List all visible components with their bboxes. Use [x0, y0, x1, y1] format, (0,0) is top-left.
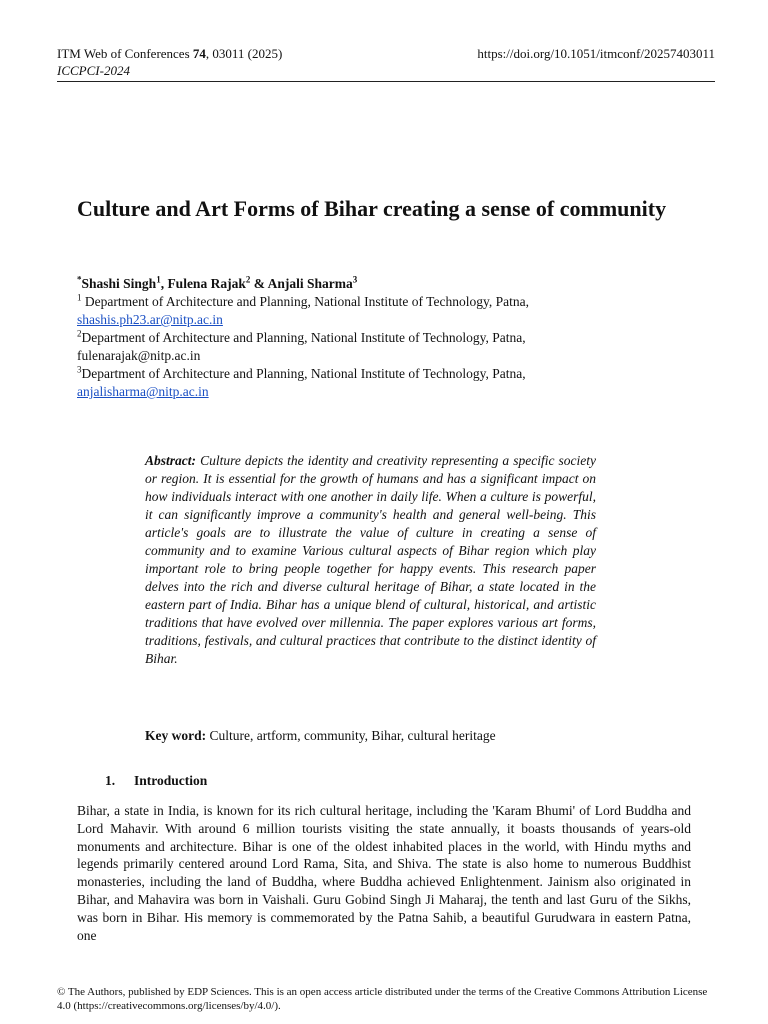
journal-citation: ITM Web of Conferences 74, 03011 (2025) — [57, 46, 283, 61]
keywords-text: Culture, artform, community, Bihar, cultural heritage — [206, 728, 496, 743]
section-number: 1. — [105, 773, 116, 788]
affiliation-2: $^2$Department of Architecture and Planning, National Institute of Technology, Patna, — [77, 328, 526, 345]
author-list: *Shashi Singh$^1$, Fulena Rajak$^2$ & Anjali Sharma$^3$ — [77, 274, 358, 291]
email-text: fulenarajak@nitp.ac.in — [77, 348, 201, 363]
keywords-label: Key word: — [145, 728, 207, 743]
header-divider — [57, 81, 715, 82]
body-paragraph: Bihar, a state in India, is known for its rich cultural heritage, including the 'Karam Bhumi' of Lord Buddha and Lord Mahavir. With around 6 million tourists visiting the state annually, it boasts thousands of years-old monuments and architecture. Bihar is one of the oldest inhabited places in the world, with Hindu myths and legends primarily centered around Lord Rama, Sita, and Shiva. The state is also home to numerous Buddhist monasteries, including the land of Buddha, where Buddha achieved Enlightenment. Jainism also originated in Bihar, and Mahavira was born in Vaishali. Guru Gobind Singh Ji Maharaj, the tenth and last Guru of the Sikhs, was born in Bihar. His memory is commemorated by the Patna Sahib, a beautiful Gurudwara in eastern Patna, one — [77, 803, 691, 943]
conference-name: ICCPCI-2024 — [57, 63, 130, 78]
abstract — [145, 452, 596, 668]
author-block — [77, 275, 717, 401]
doi-link[interactable]: https://doi.org/10.1051/itmconf/20257403011 — [477, 46, 715, 61]
running-header — [57, 45, 715, 79]
affiliation-3: $^3$Department of Architecture and Planning, National Institute of Technology, Patna, — [77, 364, 526, 381]
email-link[interactable]: anjalisharma@nitp.ac.in — [77, 384, 209, 399]
volume-number: 74 — [192, 46, 206, 61]
abstract-text: Culture depicts the identity and creativity representing a specific society or region. It is essential for the growth of humans and has a significant impact on how individuals interact with one another in daily life. When a culture is powerful, it can significantly improve a community's health and general well-being. This article's goals are to illustrate the value of culture in creating a sense of community and to examine Various cultural aspects of Bihar region which play important role to bring people together for happy events. This research paper delves into the rich and diverse cultural heritage of Bihar, a state located in the eastern part of India. Bihar has a unique blend of cultural, historical, and artistic traditions that have evolved over millennia. The paper explores various art forms, traditions, festivals, and cultural practices that contribute to the distinct identity of Bihar. — [145, 453, 596, 666]
email-link[interactable]: shashis.ph23.ar@nitp.ac.in — [77, 312, 223, 327]
paper-title: Culture and Art Forms of Bihar creating a sense of community — [77, 196, 667, 221]
section-heading — [105, 772, 207, 790]
author-name: Shashi Singh — [81, 276, 157, 291]
license-footer: © The Authors, published by EDP Sciences. This is an open access article distributed under the terms of the Creative Commons Attribution License 4.0 (https://creativecommons.org/licenses/by/4.0/). — [57, 986, 708, 1012]
affiliation-1: $^1$ Department of Architecture and Planning, National Institute of Technology, Patna, — [77, 292, 529, 309]
keywords — [145, 727, 705, 745]
author-name: Anjali Sharma — [267, 276, 353, 291]
abstract-label: Abstract: — [145, 453, 197, 468]
section-title: Introduction — [134, 773, 208, 788]
author-name: Fulena Rajak — [167, 276, 246, 291]
